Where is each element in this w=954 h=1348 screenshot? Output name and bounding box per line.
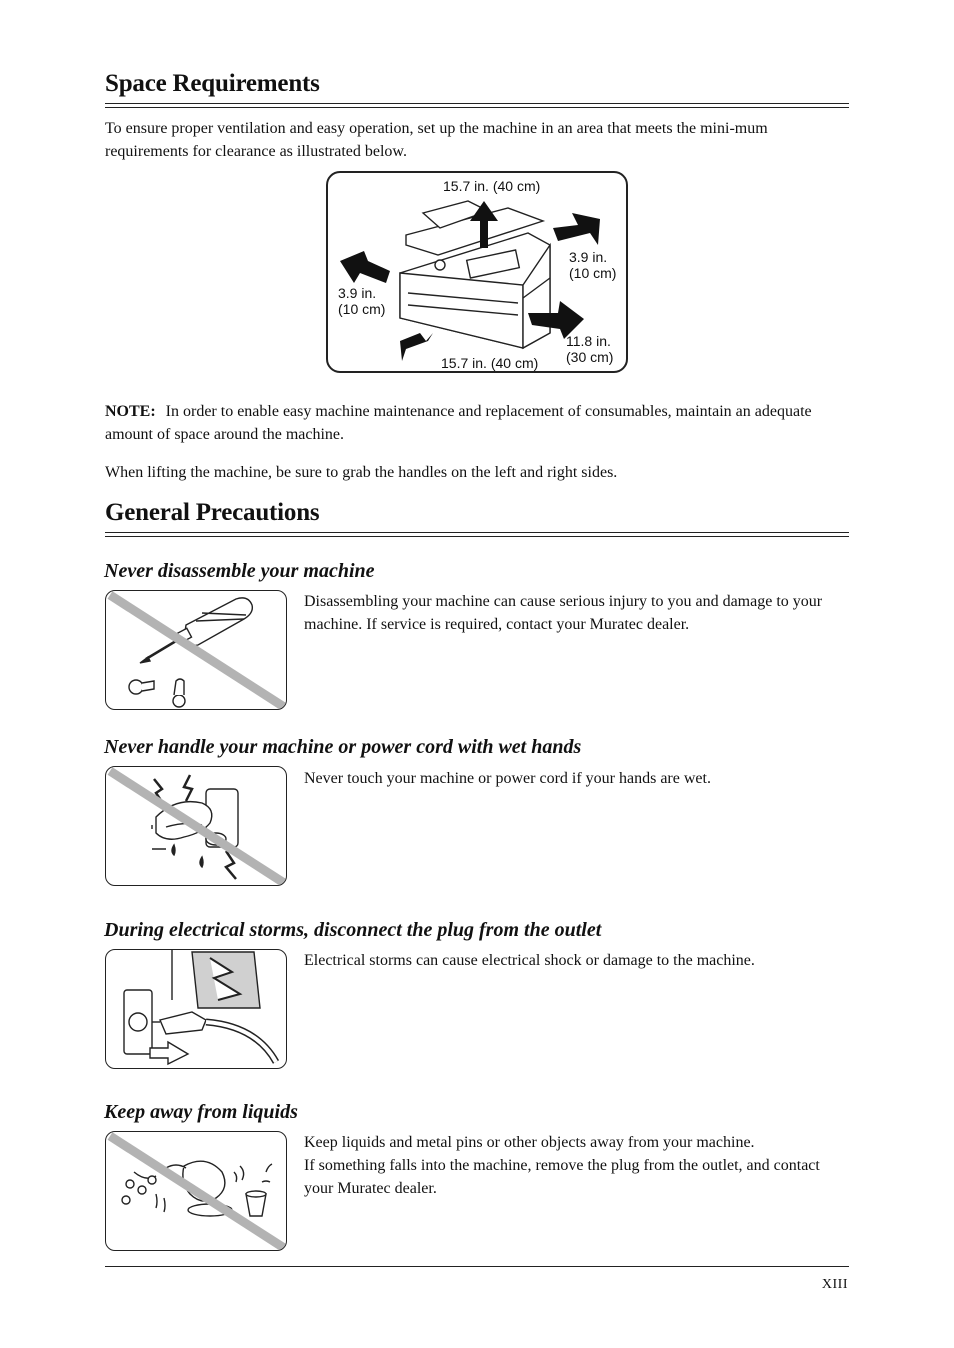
title-rule xyxy=(105,532,849,533)
precaution-illustration-liquids xyxy=(105,1131,287,1251)
precaution-heading-disassemble: Never disassemble your machine xyxy=(104,560,375,582)
right-upper-clearance-label: 3.9 in. (10 cm) xyxy=(569,249,617,281)
precaution-illustration-storms xyxy=(105,949,287,1069)
precaution-illustration-wet-hands xyxy=(105,766,287,886)
prohibition-slash xyxy=(110,771,284,883)
title-rule xyxy=(105,103,849,104)
precaution-illustration-disassemble xyxy=(105,590,287,710)
note-label: NOTE: xyxy=(105,403,156,420)
unplug-lightning-icon xyxy=(124,950,276,1064)
precaution-heading-wet-hands: Never handle your machine or power cord with wet hands xyxy=(104,736,582,758)
bottom-clearance-label: 15.7 in. (40 cm) xyxy=(441,355,539,371)
section-title-precautions: General Precautions xyxy=(105,499,320,526)
footer-rule xyxy=(105,1266,849,1267)
clearance-diagram xyxy=(326,171,628,373)
precaution-text-liquids: Keep liquids and metal pins or other objects away from your machine. If something falls into the machine, remove the plug from the outlet, and contact your Muratec dealer. xyxy=(304,1134,820,1197)
precaution-text-disassemble: Disassembling your machine can cause serious injury to you and damage to your machine. If service is required, contact your Muratec dealer. xyxy=(304,593,823,633)
precaution-heading-storms: During electrical storms, disconnect the plug from the outlet xyxy=(104,919,602,941)
right-lower-clearance-label: 11.8 in. (30 cm) xyxy=(566,333,614,365)
section-title-space: Space Requirements xyxy=(105,70,320,97)
space-note xyxy=(105,400,849,446)
note-text: In order to enable easy machine maintenance and replacement of consumables, maintain an adequate amount of space around the machine. xyxy=(105,403,812,443)
lifting-text: When lifting the machine, be sure to grab the handles on the left and right sides. xyxy=(105,464,618,481)
precaution-heading-liquids: Keep away from liquids xyxy=(104,1101,298,1123)
precaution-text-storms: Electrical storms can cause electrical shock or damage to the machine. xyxy=(304,952,755,969)
top-clearance-label: 15.7 in. (40 cm) xyxy=(443,178,541,194)
precaution-text-wet-hands: Never touch your machine or power cord if your hands are wet. xyxy=(304,770,711,787)
title-rule xyxy=(105,536,849,537)
title-rule xyxy=(105,107,849,108)
page-number: XIII xyxy=(821,1277,848,1292)
space-intro: To ensure proper ventilation and easy operation, set up the machine in an area that meets the mini-mum requirements for clearance as illustrated below. xyxy=(105,120,768,160)
left-clearance-label: 3.9 in. (10 cm) xyxy=(338,285,386,317)
